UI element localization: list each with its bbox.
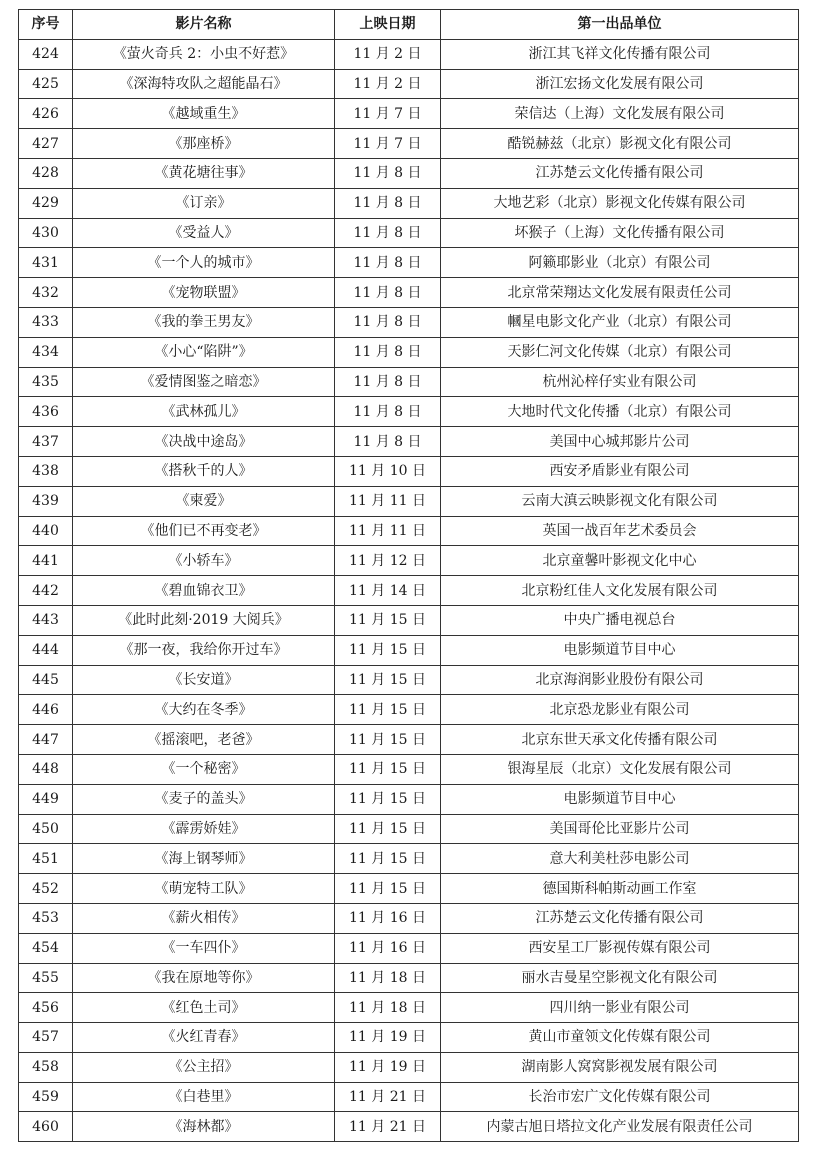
table-row bbox=[19, 307, 799, 337]
cell-film-title: 《我在原地等你》 bbox=[73, 963, 335, 993]
cell-film-title: 《长安道》 bbox=[73, 665, 335, 695]
cell-number: 434 bbox=[19, 337, 73, 367]
cell-film-title: 《白巷里》 bbox=[73, 1082, 335, 1112]
cell-producer: 银海星辰（北京）文化发展有限公司 bbox=[441, 754, 799, 784]
cell-film-title: 《摇滚吧，老爸》 bbox=[73, 725, 335, 755]
cell-release-date: 11 月 16 日 bbox=[335, 903, 441, 933]
table-row bbox=[19, 367, 799, 397]
header-row bbox=[19, 10, 799, 40]
cell-release-date: 11 月 14 日 bbox=[335, 576, 441, 606]
cell-number: 456 bbox=[19, 993, 73, 1023]
table-row bbox=[19, 1112, 799, 1142]
table-row bbox=[19, 844, 799, 874]
cell-film-title: 《受益人》 bbox=[73, 218, 335, 248]
cell-film-title: 《越域重生》 bbox=[73, 99, 335, 129]
cell-producer: 酷锐赫兹（北京）影视文化有限公司 bbox=[441, 129, 799, 159]
cell-release-date: 11 月 8 日 bbox=[335, 158, 441, 188]
cell-release-date: 11 月 8 日 bbox=[335, 397, 441, 427]
header-film-title: 影片名称 bbox=[73, 10, 335, 40]
cell-producer: 西安矛盾影业有限公司 bbox=[441, 456, 799, 486]
cell-film-title: 《红色土司》 bbox=[73, 993, 335, 1023]
cell-producer: 美国中心城邦影片公司 bbox=[441, 427, 799, 457]
cell-release-date: 11 月 21 日 bbox=[335, 1082, 441, 1112]
cell-film-title: 《萌宠特工队》 bbox=[73, 874, 335, 904]
cell-producer: 德国斯科帕斯动画工作室 bbox=[441, 874, 799, 904]
table-row bbox=[19, 516, 799, 546]
table-row bbox=[19, 784, 799, 814]
table-row bbox=[19, 158, 799, 188]
cell-film-title: 《我的拳王男友》 bbox=[73, 307, 335, 337]
cell-producer: 四川纳一影业有限公司 bbox=[441, 993, 799, 1023]
cell-release-date: 11 月 7 日 bbox=[335, 99, 441, 129]
table-row bbox=[19, 605, 799, 635]
film-release-table bbox=[18, 9, 799, 1142]
cell-number: 438 bbox=[19, 456, 73, 486]
cell-film-title: 《霹雳娇娃》 bbox=[73, 814, 335, 844]
cell-film-title: 《萤火奇兵 2：小虫不好惹》 bbox=[73, 39, 335, 69]
cell-number: 432 bbox=[19, 278, 73, 308]
cell-producer: 电影频道节目中心 bbox=[441, 784, 799, 814]
cell-number: 454 bbox=[19, 933, 73, 963]
cell-producer: 电影频道节目中心 bbox=[441, 635, 799, 665]
cell-producer: 杭州沁梓仔实业有限公司 bbox=[441, 367, 799, 397]
cell-release-date: 11 月 11 日 bbox=[335, 486, 441, 516]
cell-film-title: 《武林孤儿》 bbox=[73, 397, 335, 427]
cell-number: 447 bbox=[19, 725, 73, 755]
header-release-date: 上映日期 bbox=[335, 10, 441, 40]
cell-producer: 北京东世天承文化传播有限公司 bbox=[441, 725, 799, 755]
cell-producer: 意大利美杜莎电影公司 bbox=[441, 844, 799, 874]
table-row bbox=[19, 665, 799, 695]
cell-producer: 黄山市童领文化传媒有限公司 bbox=[441, 1023, 799, 1053]
cell-producer: 浙江宏扬文化发展有限公司 bbox=[441, 69, 799, 99]
cell-number: 436 bbox=[19, 397, 73, 427]
cell-release-date: 11 月 8 日 bbox=[335, 248, 441, 278]
cell-release-date: 11 月 21 日 bbox=[335, 1112, 441, 1142]
table-row bbox=[19, 874, 799, 904]
cell-number: 452 bbox=[19, 874, 73, 904]
cell-film-title: 《他们已不再变老》 bbox=[73, 516, 335, 546]
cell-film-title: 《海上钢琴师》 bbox=[73, 844, 335, 874]
cell-film-title: 《订亲》 bbox=[73, 188, 335, 218]
cell-number: 449 bbox=[19, 784, 73, 814]
table-row bbox=[19, 993, 799, 1023]
cell-film-title: 《爱情图鉴之暗恋》 bbox=[73, 367, 335, 397]
cell-film-title: 《那一夜，我给你开过车》 bbox=[73, 635, 335, 665]
cell-number: 459 bbox=[19, 1082, 73, 1112]
cell-release-date: 11 月 8 日 bbox=[335, 427, 441, 457]
cell-release-date: 11 月 15 日 bbox=[335, 665, 441, 695]
cell-number: 442 bbox=[19, 576, 73, 606]
cell-film-title: 《深海特攻队之超能晶石》 bbox=[73, 69, 335, 99]
cell-number: 433 bbox=[19, 307, 73, 337]
table-row bbox=[19, 933, 799, 963]
cell-release-date: 11 月 19 日 bbox=[335, 1052, 441, 1082]
cell-number: 443 bbox=[19, 605, 73, 635]
table-row bbox=[19, 248, 799, 278]
cell-producer: 长治市宏广文化传媒有限公司 bbox=[441, 1082, 799, 1112]
cell-release-date: 11 月 12 日 bbox=[335, 546, 441, 576]
cell-number: 424 bbox=[19, 39, 73, 69]
cell-film-title: 《此时此刻·2019 大阅兵》 bbox=[73, 605, 335, 635]
table-row bbox=[19, 397, 799, 427]
cell-producer: 西安星工厂影视传媒有限公司 bbox=[441, 933, 799, 963]
cell-film-title: 《薪火相传》 bbox=[73, 903, 335, 933]
cell-release-date: 11 月 15 日 bbox=[335, 695, 441, 725]
header-producer: 第一出品单位 bbox=[441, 10, 799, 40]
cell-producer: 阿籁耶影业（北京）有限公司 bbox=[441, 248, 799, 278]
cell-release-date: 11 月 15 日 bbox=[335, 635, 441, 665]
cell-release-date: 11 月 8 日 bbox=[335, 307, 441, 337]
cell-number: 448 bbox=[19, 754, 73, 784]
cell-film-title: 《麦子的盖头》 bbox=[73, 784, 335, 814]
table-row bbox=[19, 725, 799, 755]
cell-producer: 北京恐龙影业有限公司 bbox=[441, 695, 799, 725]
table-row bbox=[19, 456, 799, 486]
table-row bbox=[19, 903, 799, 933]
cell-producer: 大地艺彩（北京）影视文化传媒有限公司 bbox=[441, 188, 799, 218]
cell-producer: 美国哥伦比亚影片公司 bbox=[441, 814, 799, 844]
cell-producer: 江苏楚云文化传播有限公司 bbox=[441, 158, 799, 188]
cell-film-title: 《一个秘密》 bbox=[73, 754, 335, 784]
cell-release-date: 11 月 8 日 bbox=[335, 188, 441, 218]
cell-release-date: 11 月 8 日 bbox=[335, 218, 441, 248]
cell-number: 451 bbox=[19, 844, 73, 874]
cell-number: 431 bbox=[19, 248, 73, 278]
cell-producer: 北京童馨叶影视文化中心 bbox=[441, 546, 799, 576]
table-row bbox=[19, 546, 799, 576]
cell-number: 440 bbox=[19, 516, 73, 546]
cell-producer: 江苏楚云文化传播有限公司 bbox=[441, 903, 799, 933]
cell-producer: 内蒙古旭日塔拉文化产业发展有限责任公司 bbox=[441, 1112, 799, 1142]
cell-producer: 湖南影人窝窝影视发展有限公司 bbox=[441, 1052, 799, 1082]
cell-release-date: 11 月 15 日 bbox=[335, 784, 441, 814]
table-row bbox=[19, 814, 799, 844]
table-row bbox=[19, 188, 799, 218]
cell-producer: 北京海润影业股份有限公司 bbox=[441, 665, 799, 695]
cell-film-title: 《大约在冬季》 bbox=[73, 695, 335, 725]
table-row bbox=[19, 99, 799, 129]
table-row bbox=[19, 963, 799, 993]
cell-number: 426 bbox=[19, 99, 73, 129]
cell-number: 441 bbox=[19, 546, 73, 576]
table-row bbox=[19, 69, 799, 99]
table-row bbox=[19, 1023, 799, 1053]
cell-number: 439 bbox=[19, 486, 73, 516]
cell-film-title: 《碧血锦衣卫》 bbox=[73, 576, 335, 606]
cell-release-date: 11 月 11 日 bbox=[335, 516, 441, 546]
cell-producer: 荣信达（上海）文化发展有限公司 bbox=[441, 99, 799, 129]
cell-release-date: 11 月 15 日 bbox=[335, 814, 441, 844]
cell-number: 435 bbox=[19, 367, 73, 397]
table-row bbox=[19, 695, 799, 725]
table-row bbox=[19, 129, 799, 159]
cell-release-date: 11 月 15 日 bbox=[335, 725, 441, 755]
cell-film-title: 《搭秋千的人》 bbox=[73, 456, 335, 486]
cell-release-date: 11 月 15 日 bbox=[335, 874, 441, 904]
cell-film-title: 《黄花塘往事》 bbox=[73, 158, 335, 188]
table-row bbox=[19, 486, 799, 516]
cell-release-date: 11 月 15 日 bbox=[335, 754, 441, 784]
cell-film-title: 《小轿车》 bbox=[73, 546, 335, 576]
cell-film-title: 《海林都》 bbox=[73, 1112, 335, 1142]
table-row bbox=[19, 576, 799, 606]
cell-release-date: 11 月 2 日 bbox=[335, 39, 441, 69]
cell-number: 428 bbox=[19, 158, 73, 188]
table-row bbox=[19, 427, 799, 457]
cell-number: 453 bbox=[19, 903, 73, 933]
table-row bbox=[19, 1082, 799, 1112]
table-body bbox=[19, 39, 799, 1141]
cell-number: 429 bbox=[19, 188, 73, 218]
cell-release-date: 11 月 10 日 bbox=[335, 456, 441, 486]
cell-film-title: 《那座桥》 bbox=[73, 129, 335, 159]
cell-number: 450 bbox=[19, 814, 73, 844]
table-row bbox=[19, 218, 799, 248]
cell-number: 458 bbox=[19, 1052, 73, 1082]
cell-number: 437 bbox=[19, 427, 73, 457]
cell-producer: 英国一战百年艺术委员会 bbox=[441, 516, 799, 546]
cell-release-date: 11 月 7 日 bbox=[335, 129, 441, 159]
cell-release-date: 11 月 15 日 bbox=[335, 605, 441, 635]
cell-release-date: 11 月 18 日 bbox=[335, 963, 441, 993]
table-row bbox=[19, 39, 799, 69]
table-row bbox=[19, 1052, 799, 1082]
cell-producer: 云南大滇云映影视文化有限公司 bbox=[441, 486, 799, 516]
table-row bbox=[19, 337, 799, 367]
cell-number: 427 bbox=[19, 129, 73, 159]
header-number: 序号 bbox=[19, 10, 73, 40]
cell-producer: 幗星电影文化产业（北京）有限公司 bbox=[441, 307, 799, 337]
table-header bbox=[19, 10, 799, 40]
cell-number: 430 bbox=[19, 218, 73, 248]
cell-number: 445 bbox=[19, 665, 73, 695]
cell-number: 457 bbox=[19, 1023, 73, 1053]
table-row bbox=[19, 635, 799, 665]
cell-producer: 丽水吉曼星空影视文化有限公司 bbox=[441, 963, 799, 993]
cell-film-title: 《一车四仆》 bbox=[73, 933, 335, 963]
table-row bbox=[19, 754, 799, 784]
cell-release-date: 11 月 15 日 bbox=[335, 844, 441, 874]
cell-release-date: 11 月 2 日 bbox=[335, 69, 441, 99]
cell-producer: 浙江其飞祥文化传播有限公司 bbox=[441, 39, 799, 69]
cell-film-title: 《一个人的城市》 bbox=[73, 248, 335, 278]
cell-producer: 北京常荣翔达文化发展有限责任公司 bbox=[441, 278, 799, 308]
cell-release-date: 11 月 18 日 bbox=[335, 993, 441, 1023]
cell-release-date: 11 月 8 日 bbox=[335, 337, 441, 367]
cell-release-date: 11 月 19 日 bbox=[335, 1023, 441, 1053]
cell-number: 460 bbox=[19, 1112, 73, 1142]
cell-film-title: 《公主招》 bbox=[73, 1052, 335, 1082]
cell-film-title: 《决战中途岛》 bbox=[73, 427, 335, 457]
cell-release-date: 11 月 8 日 bbox=[335, 367, 441, 397]
cell-release-date: 11 月 8 日 bbox=[335, 278, 441, 308]
cell-film-title: 《小心“陷阱”》 bbox=[73, 337, 335, 367]
cell-number: 425 bbox=[19, 69, 73, 99]
cell-producer: 北京粉红佳人文化发展有限公司 bbox=[441, 576, 799, 606]
table-row bbox=[19, 278, 799, 308]
cell-number: 444 bbox=[19, 635, 73, 665]
cell-number: 455 bbox=[19, 963, 73, 993]
cell-film-title: 《柬爱》 bbox=[73, 486, 335, 516]
cell-producer: 天影仁河文化传媒（北京）有限公司 bbox=[441, 337, 799, 367]
cell-producer: 坏猴子（上海）文化传播有限公司 bbox=[441, 218, 799, 248]
cell-producer: 中央广播电视总台 bbox=[441, 605, 799, 635]
cell-producer: 大地时代文化传播（北京）有限公司 bbox=[441, 397, 799, 427]
cell-film-title: 《火红青春》 bbox=[73, 1023, 335, 1053]
cell-number: 446 bbox=[19, 695, 73, 725]
cell-release-date: 11 月 16 日 bbox=[335, 933, 441, 963]
cell-film-title: 《宠物联盟》 bbox=[73, 278, 335, 308]
